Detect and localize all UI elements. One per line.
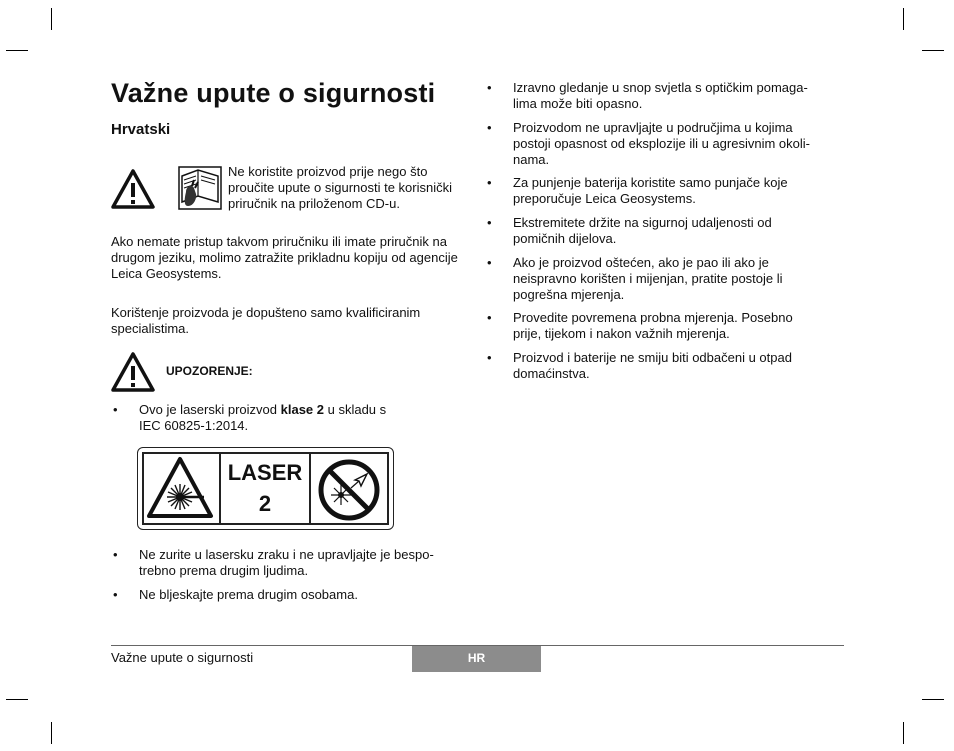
list-item-text: Izravno gledanje u snop svjetla s optičkim pomaga- lima može biti opasno. (513, 80, 808, 111)
warning-triangle-icon (111, 169, 155, 209)
laser-hazard-icon (144, 454, 217, 525)
list-item-text: Ne bljeskajte prema drugim osobama. (139, 587, 358, 602)
list-item-text: Ne zurite u lasersku zraku i ne upravljajte je bespo- trebno prema drugim ljudima. (139, 547, 434, 578)
no-viewing-icon (311, 454, 387, 525)
bullet-dot: • (487, 255, 492, 270)
list-item-text: Za punjenje baterija koristite samo punjače koje preporučuje Leica Geosystems. (513, 175, 788, 206)
bullet-dot: • (487, 215, 492, 230)
bullet-dot: • (113, 547, 118, 562)
read-manual-icon (178, 166, 222, 210)
list-item (487, 310, 847, 344)
list-item (487, 215, 847, 249)
laser-class-label (137, 447, 394, 530)
laser-class-bold: klase 2 (280, 402, 324, 417)
list-item (113, 587, 473, 605)
crop-mark (903, 8, 904, 30)
laser-class-text-after: u skladu s (324, 402, 387, 417)
language-tab: HR (412, 646, 541, 672)
list-item (113, 547, 473, 581)
laser-class-text-before: Ovo je laserski proizvod (139, 402, 281, 417)
list-item (113, 402, 473, 436)
language-heading: Hrvatski (111, 121, 171, 138)
laser-class-number: 2 (258, 491, 272, 516)
warning-triangle-icon (111, 352, 155, 392)
bullet-dot: • (487, 80, 492, 95)
manual-notice: Ne koristite proizvod prije nego što proučite upute o sigurnosti te korisnički priručnik na priloženom CD-u. (228, 164, 453, 211)
list-item-text: Ako je proizvod oštećen, ako je pao ili ako je neispravno korišten i mijenjan, pratite postoje li pogrešna mjerenja. (513, 255, 783, 302)
crop-mark (6, 699, 28, 700)
footer-section-title: Važne upute o sigurnosti (111, 650, 254, 665)
bullet-dot: • (487, 310, 492, 325)
no-access-notice: Ako nemate pristup takvom priručniku ili imate priručnik na drugom jeziku, molimo zatražite prikladnu kopiju od agencije Leica Geosystems. (111, 234, 458, 281)
page-title: Važne upute o sigurnosti (111, 78, 436, 108)
list-item-text: Proizvodom ne upravljajte u područjima u kojima postoji opasnost od eksplozije ili u agresivnim okoli- nama. (513, 120, 810, 167)
crop-mark (51, 722, 52, 744)
list-item (487, 350, 847, 384)
crop-mark (903, 722, 904, 744)
crop-mark (922, 50, 944, 51)
laser-word: LASER (227, 460, 303, 485)
bullet-dot: • (487, 120, 492, 135)
list-item (487, 80, 847, 114)
laser-class-statement (139, 402, 386, 434)
list-item-text: Ekstremitete držite na sigurnoj udaljenosti od pomičnih dijelova. (513, 215, 772, 246)
list-item (487, 175, 847, 209)
warning-label: UPOZORENJE: (166, 364, 253, 378)
bullet-dot: • (113, 402, 118, 417)
bullet-dot: • (487, 350, 492, 365)
list-item (487, 255, 847, 305)
crop-mark (51, 8, 52, 30)
list-item (487, 120, 847, 170)
qualified-use-notice: Korištenje proizvoda je dopušteno samo kvalificiranim specialistima. (111, 305, 421, 336)
bullet-dot: • (113, 587, 118, 602)
crop-mark (6, 50, 28, 51)
bullet-dot: • (487, 175, 492, 190)
list-item-text: Provedite povremena probna mjerenja. Posebno prije, tijekom i nakon važnih mjerenja. (513, 310, 793, 341)
crop-mark (922, 699, 944, 700)
list-item-text: Proizvod i baterije ne smiju biti odbačeni u otpad domaćinstva. (513, 350, 792, 381)
laser-standard: IEC 60825-1:2014. (139, 418, 249, 433)
